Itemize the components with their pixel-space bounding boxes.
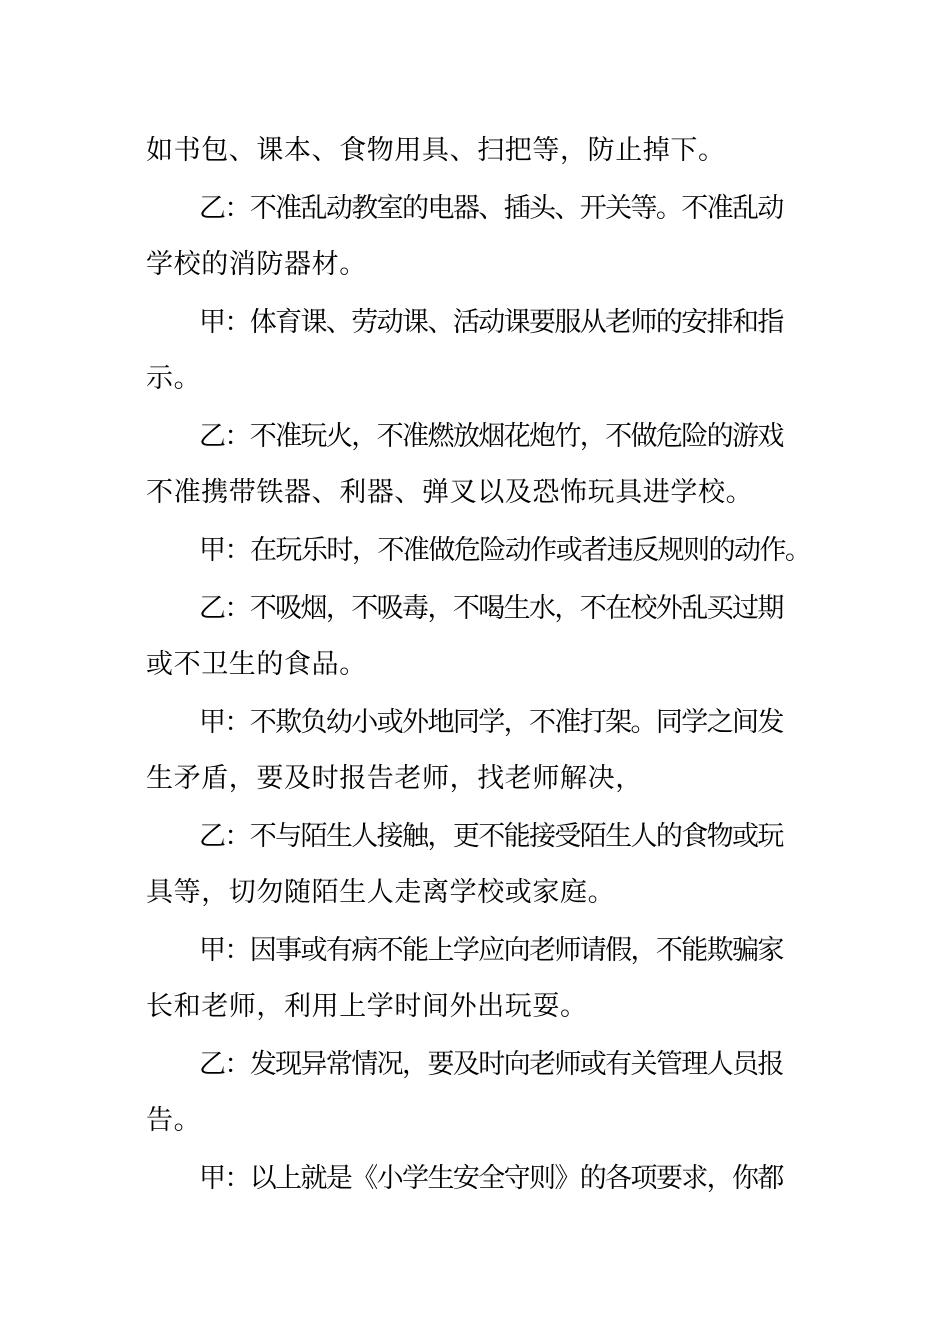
text-line-6: 乙：不准玩火，不准燃放烟花炮竹，不做危险的游戏: [199, 421, 783, 452]
text-line-19: 甲：以上就是《小学生安全守则》的各项要求，你都: [199, 1163, 783, 1194]
text-line-7: 不准携带铁器、利器、弹叉以及恐怖玩具进学校。: [146, 477, 754, 508]
text-line-5: 示。: [146, 363, 202, 394]
text-line-16: 长和老师，利用上学时间外出玩耍。: [146, 991, 588, 1022]
text-line-18: 告。: [146, 1105, 202, 1136]
text-line-1: 如书包、课本、食物用具、扫把等，防止掉下。: [146, 135, 726, 166]
text-line-14: 具等，切勿随陌生人走离学校或家庭。: [146, 877, 616, 908]
text-line-15: 甲：因事或有病不能上学应向老师请假，不能欺骗家: [199, 935, 783, 966]
text-line-12: 生矛盾，要及时报告老师，找老师解决，: [146, 763, 643, 794]
text-line-17: 乙：发现异常情况，要及时向老师或有关管理人员报: [199, 1049, 783, 1080]
text-line-9: 乙：不吸烟，不吸毒，不喝生水，不在校外乱买过期: [199, 593, 783, 624]
text-line-11: 甲：不欺负幼小或外地同学，不准打架。同学之间发: [199, 707, 783, 738]
text-line-10: 或不卫生的食品。: [146, 649, 367, 680]
text-line-3: 学校的消防器材。: [146, 249, 367, 280]
text-line-2: 乙：不准乱动教室的电器、插头、开关等。不准乱动: [199, 193, 783, 224]
text-line-8: 甲：在玩乐时，不准做危险动作或者违反规则的动作。: [199, 535, 811, 566]
text-line-13: 乙：不与陌生人接触，更不能接受陌生人的食物或玩: [199, 821, 783, 852]
text-line-4: 甲：体育课、劳动课、活动课要服从老师的安排和指: [199, 307, 783, 338]
